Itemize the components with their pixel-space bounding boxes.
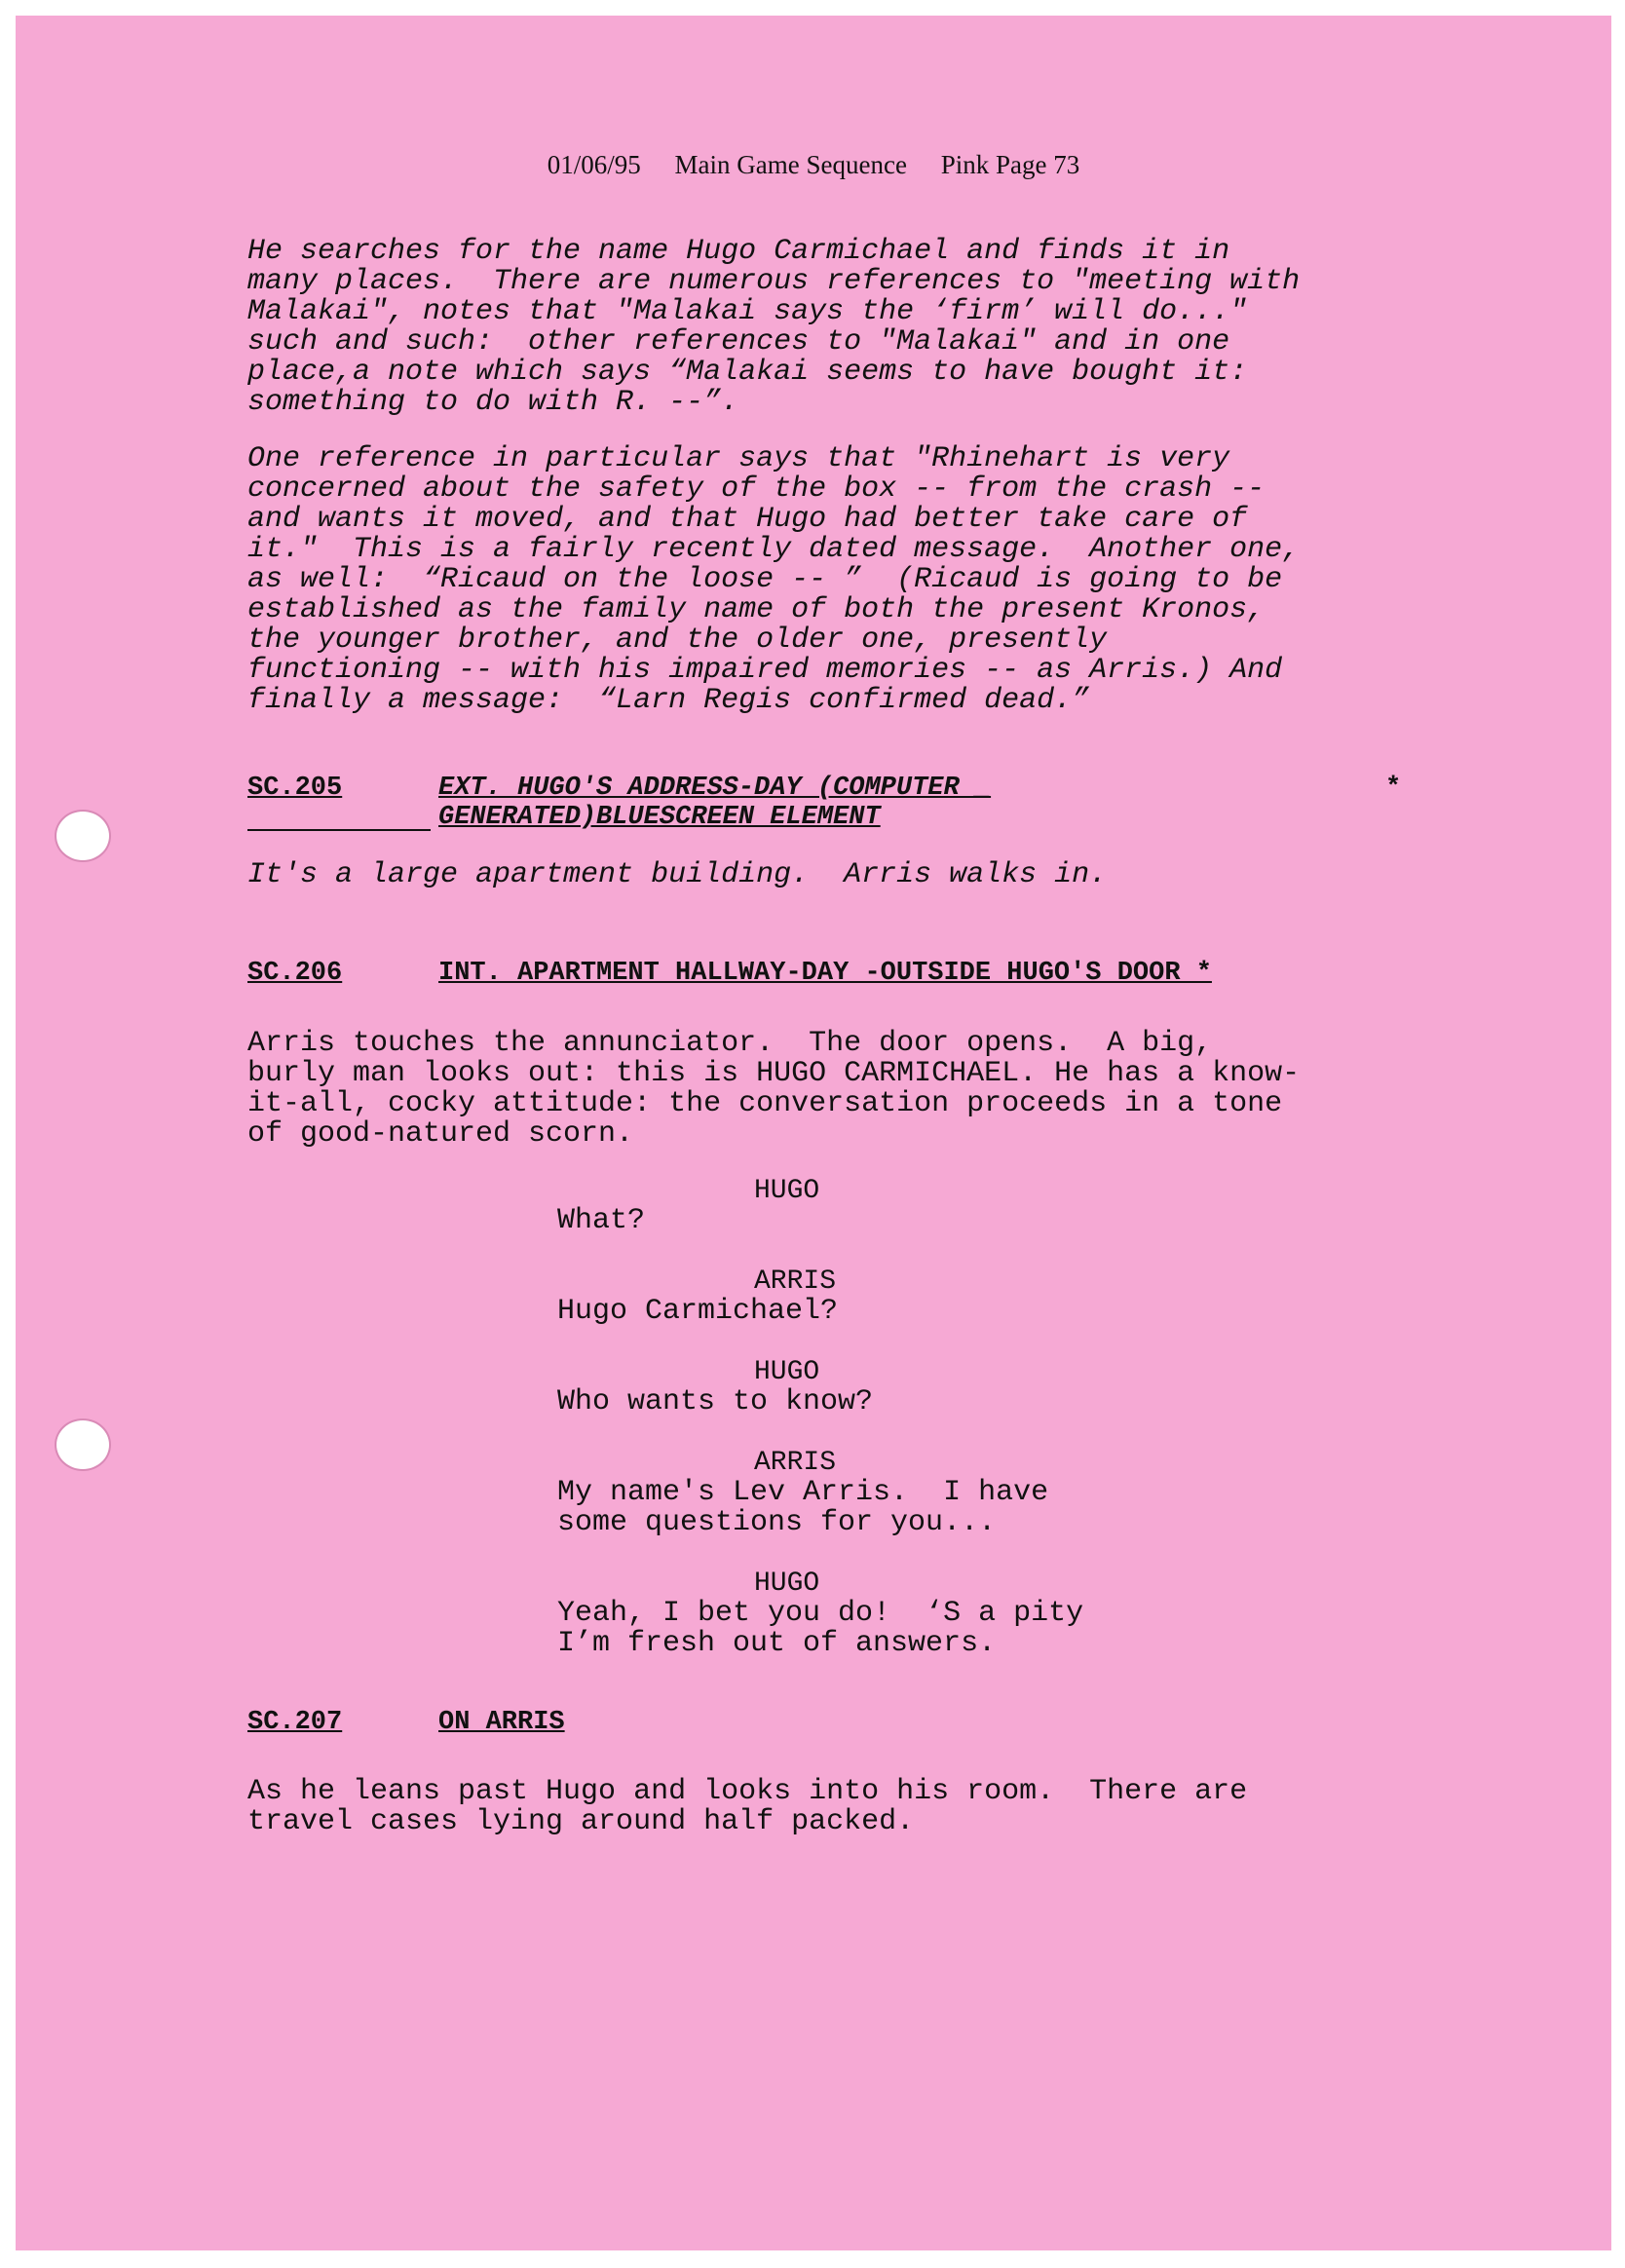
- dialogue-line: Hugo Carmichael?: [557, 1295, 839, 1328]
- dialogue-character: ARRIS: [754, 1448, 837, 1478]
- header-sequence: Main Game Sequence: [674, 150, 907, 179]
- dialogue-line: Yeah, I bet you do! ‘S a pity I’m fresh out of answers.: [557, 1597, 1084, 1660]
- dialogue-line: My name's Lev Arris. I have some questions for you...: [557, 1476, 1049, 1539]
- page-header: [16, 150, 1611, 180]
- scene-title: EXT. HUGO'S ADDRESS-DAY (COMPUTER _: [438, 774, 992, 803]
- dialogue-line: What?: [557, 1204, 646, 1237]
- paragraph-reference: One reference in particular says that "Rhinehart is very concerned about the safety of the box -- from the crash -- and wants it moved, and that Hugo had better take care of it." This is a fairly recently dated message. Another one, as well: “Ricaud on the loose -- ” (Ricaud is going to be established as the family name of both the present Kronos, the younger brother, and the older one, presently functioning -- with his impaired memories -- as Arris.) And finally a message: “Larn Regis confirmed dead.”: [247, 442, 1301, 717]
- scene-underline: [247, 829, 431, 831]
- script-page: [16, 16, 1611, 2250]
- scene-number: SC.205: [247, 774, 343, 803]
- scene-title-continued: GENERATED)BLUESCREEN ELEMENT: [438, 803, 881, 832]
- scene-number: SC.207: [247, 1708, 343, 1737]
- header-page: Pink Page 73: [940, 150, 1080, 179]
- dialogue-character: HUGO: [754, 1357, 820, 1387]
- action-206: Arris touches the annunciator. The door opens. A big, burly man looks out: this is HUGO CARMICHAEL. He has a know- it-all, cocky attitude: the conversation proceeds in a tone of good-natured scorn.: [247, 1027, 1301, 1151]
- scene-title: ON ARRIS: [438, 1708, 565, 1737]
- dialogue-character: HUGO: [754, 1569, 820, 1599]
- dialogue-line: Who wants to know?: [557, 1385, 874, 1418]
- punch-hole-bottom: [55, 1418, 111, 1471]
- action-text: It's a large apartment building. Arris walks in.: [247, 858, 1108, 891]
- paragraph-hugo-search: He searches for the name Hugo Carmichael and finds it in many places. There are numerous references to "meeting with Malakai", notes that "Malakai says the ‘firm’ will do..." such and such: other references to "Malakai" and in one place,a note which says “Malakai seems to have bought it: something to do with R. --”.: [247, 235, 1301, 419]
- action-205: [247, 860, 1107, 890]
- scene-number: SC.206: [247, 959, 343, 988]
- revision-mark: *: [1385, 774, 1402, 803]
- dialogue-character: ARRIS: [754, 1266, 837, 1297]
- scene-title: INT. APARTMENT HALLWAY-DAY -OUTSIDE HUGO'S DOOR *: [438, 959, 1212, 988]
- action-207: As he leans past Hugo and looks into his room. There are travel cases lying around half packed.: [247, 1775, 1248, 1838]
- dialogue-character: HUGO: [754, 1176, 820, 1206]
- header-date: 01/06/95: [547, 150, 641, 179]
- punch-hole-top: [55, 810, 111, 862]
